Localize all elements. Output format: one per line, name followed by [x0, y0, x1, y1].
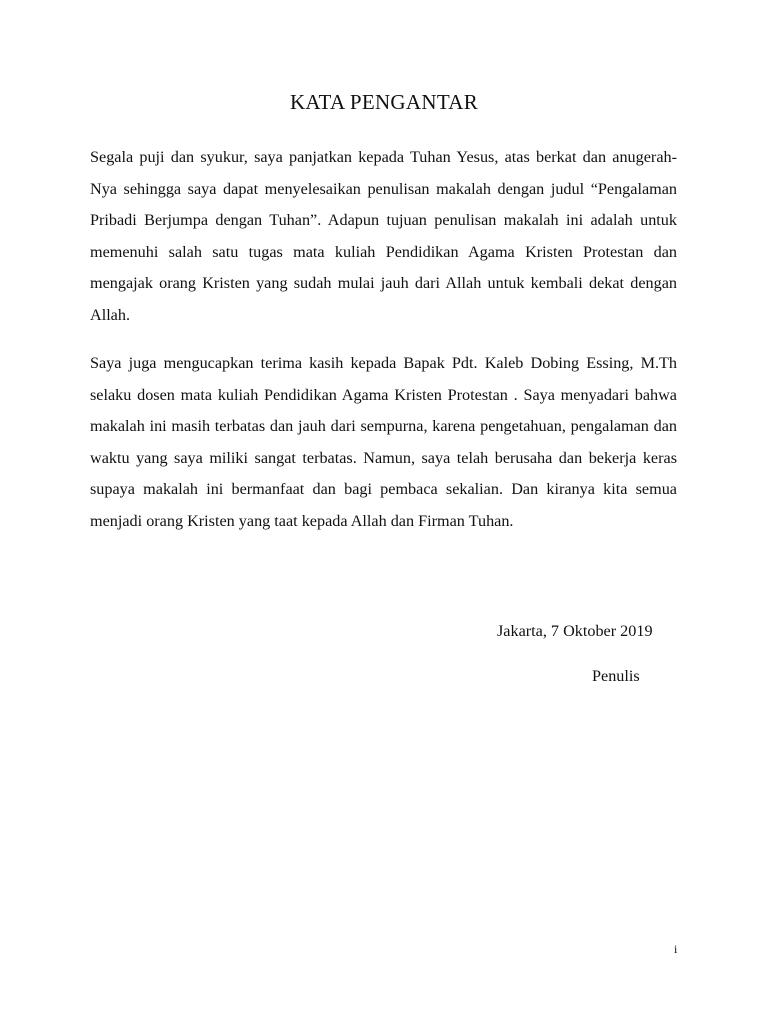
closing-author: Penulis [592, 667, 640, 685]
paragraph-2: Saya juga mengucapkan terima kasih kepada Bapak Pdt. Kaleb Dobing Essing, M.Th selaku dosen mata kuliah Pendidikan Agama Kristen Protestan . Saya menyadari bahwa makalah ini masih terbatas dan jauh dari sempurna, karena pengetahuan, pengalaman dan waktu yang saya miliki sangat terbatas. Namun, saya telah berusaha dan bekerja keras supaya makalah ini bermanfaat dan bagi pembaca sekalian. Dan kiranya kita semua menjadi orang Kristen yang taat kepada Allah dan Firman Tuhan. [90, 354, 677, 530]
document-body [90, 142, 677, 554]
paragraph-1: Segala puji dan syukur, saya panjatkan kepada Tuhan Yesus, atas berkat dan anugerah-Nya sehingga saya dapat menyelesaikan penulisan makalah dengan judul “Pengalaman Pribadi Berjumpa dengan Tuhan”. Adapun tujuan penulisan makalah ini adalah untuk memenuhi salah satu tugas mata kuliah Pendidikan Agama Kristen Protestan dan mengajak orang Kristen yang sudah mulai jauh dari Allah untuk kembali dekat dengan Allah. [90, 148, 677, 324]
page-title: KATA PENGANTAR [289, 90, 479, 114]
page-number: i [674, 942, 678, 956]
closing-place-date: Jakarta, 7 Oktober 2019 [497, 622, 653, 640]
